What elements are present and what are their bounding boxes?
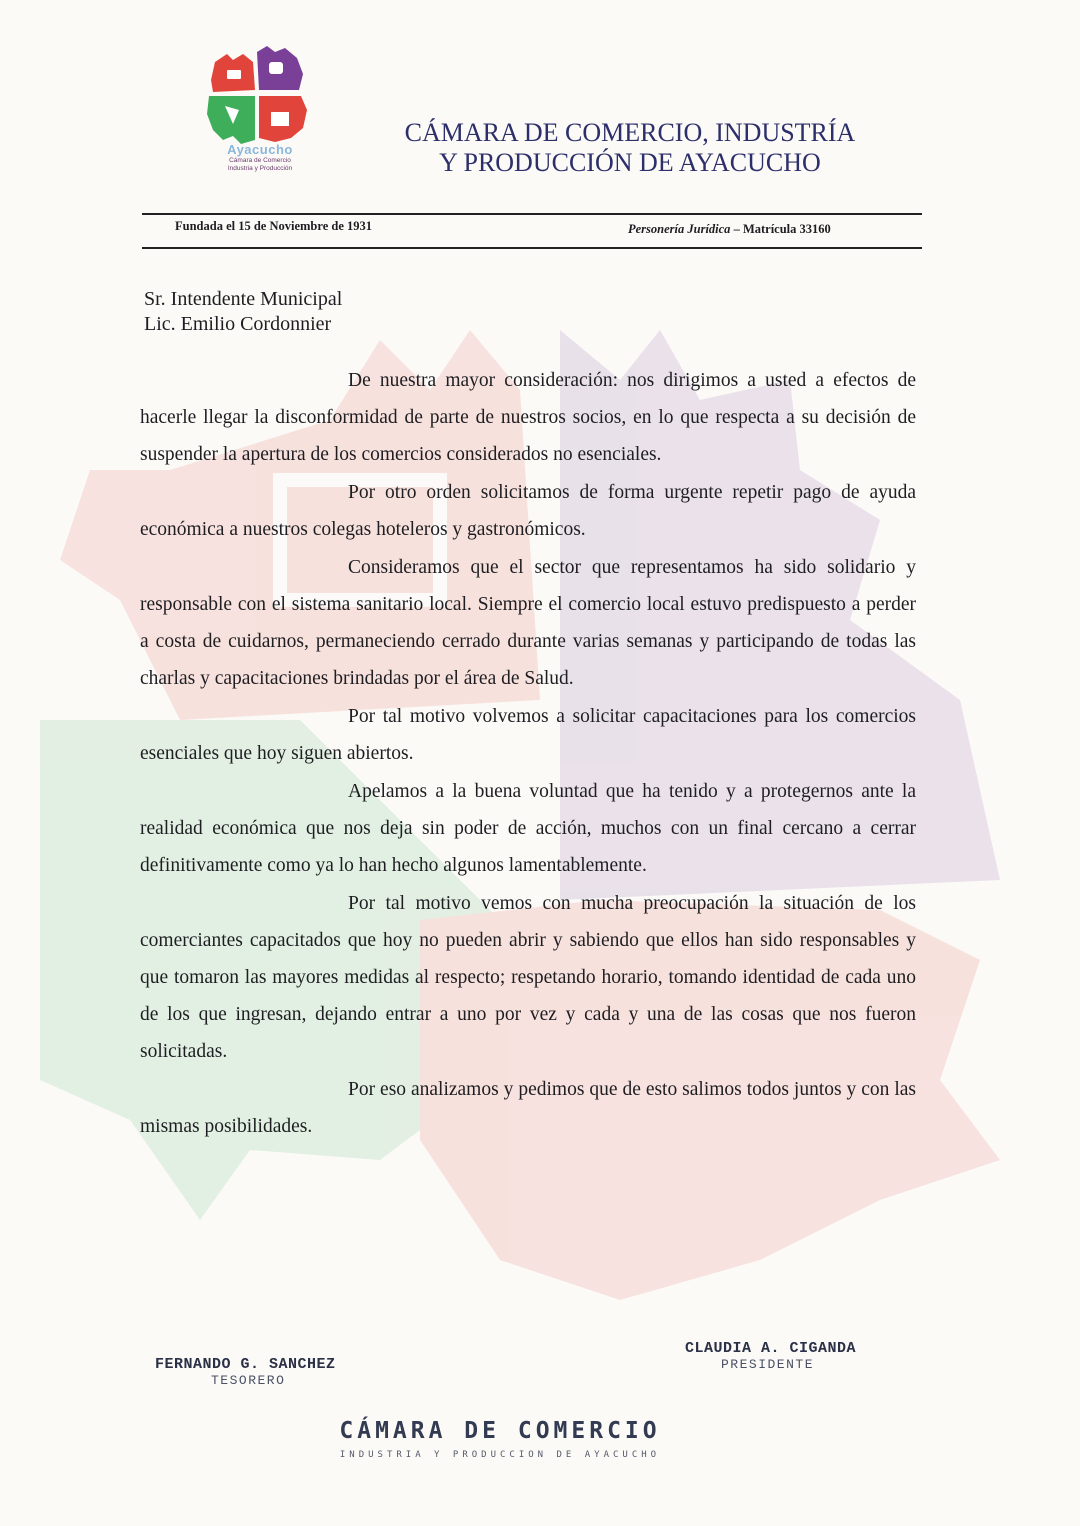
legal-registration — [628, 222, 831, 237]
header-rule-top — [142, 213, 922, 215]
recipient-title: Sr. Intendente Municipal — [144, 288, 343, 310]
logo-name: Ayacucho — [227, 142, 293, 157]
logo-caption — [195, 143, 325, 173]
chamber-stamp — [330, 1418, 670, 1460]
logo-subtitle-2: Industria y Producción — [227, 165, 293, 172]
body-paragraph: Por tal motivo vemos con mucha preocupación la situación de los comerciantes capacitados que hoy no pueden abrir y sabiendo que ellos han sido responsables y que tomaron las mayores medidas al respecto; respetando horario, tomando identidad de cada uno de los que ingresan, dejando entrar a uno por vez y cada y una de las cosas que nos fueron solicitadas. — [140, 893, 916, 1062]
recipient-block — [144, 287, 342, 337]
treasurer-signature — [155, 1356, 336, 1388]
logo-icons — [225, 62, 289, 126]
letterhead-title-line2: Y PRODUCCIÓN DE AYACUCHO — [439, 148, 821, 177]
header-rule-bottom — [142, 247, 922, 249]
stamp-sub-text: INDUSTRIA Y PRODUCCION DE AYACUCHO — [339, 1450, 661, 1460]
legal-value: – Matrícula 33160 — [730, 222, 831, 236]
president-role: PRESIDENTE — [721, 1357, 815, 1372]
body-paragraph: Por tal motivo volvemos a solicitar capacitaciones para los comercios esenciales que hoy siguen abiertos. — [140, 706, 916, 764]
body-paragraph: Por otro orden solicitamos de forma urgente repetir pago de ayuda económica a nuestros colegas hoteleros y gastronómicos. — [140, 482, 916, 540]
treasurer-role: TESORERO — [211, 1373, 286, 1388]
president-signature — [685, 1340, 856, 1372]
logo-green-gear — [207, 96, 255, 144]
body-paragraph: Por eso analizamos y pedimos que de esto salimos todos juntos y con las mismas posibilidades. — [140, 1079, 916, 1137]
legal-label: Personería Jurídica — [628, 222, 731, 236]
stamp-main-text: CÁMARA DE COMERCIO — [339, 1418, 661, 1444]
president-name: CLAUDIA A. CIGANDA — [685, 1340, 857, 1357]
logo-subtitle-1: Cámara de Comercio — [229, 157, 291, 164]
treasurer-name: FERNANDO G. SANCHEZ — [155, 1356, 336, 1373]
letterhead-title — [380, 118, 880, 178]
body-paragraph: Consideramos que el sector que representamos ha sido solidario y responsable con el sistema sanitario local. Siempre el comercio local estuvo predispuesto a perder a costa de cuidarnos, permaneciendo cerrado durante varias semanas y participando de todas las charlas y capacitaciones brindadas por el área de Salud. — [140, 557, 916, 689]
body-paragraph: Apelamos a la buena voluntad que ha tenido y a protegernos ante la realidad económica que nos deja sin poder de acción, muchos con un final cercano a cerrar definitivamente como ya lo han hecho algunos lamentablemente. — [140, 781, 916, 876]
recipient-name: Lic. Emilio Cordonnier — [144, 313, 332, 335]
body-paragraph: De nuestra mayor consideración: nos dirigimos a usted a efectos de hacerle llegar la disconformidad de parte de nuestros socios, en lo que respecta a su decisión de suspender la apertura de los comercios considerados no esenciales. — [140, 370, 916, 465]
letterhead-title-line1: CÁMARA DE COMERCIO, INDUSTRÍA — [404, 118, 856, 147]
letter-body — [140, 362, 916, 1146]
founded-date: Fundada el 15 de Noviembre de 1931 — [175, 219, 372, 233]
